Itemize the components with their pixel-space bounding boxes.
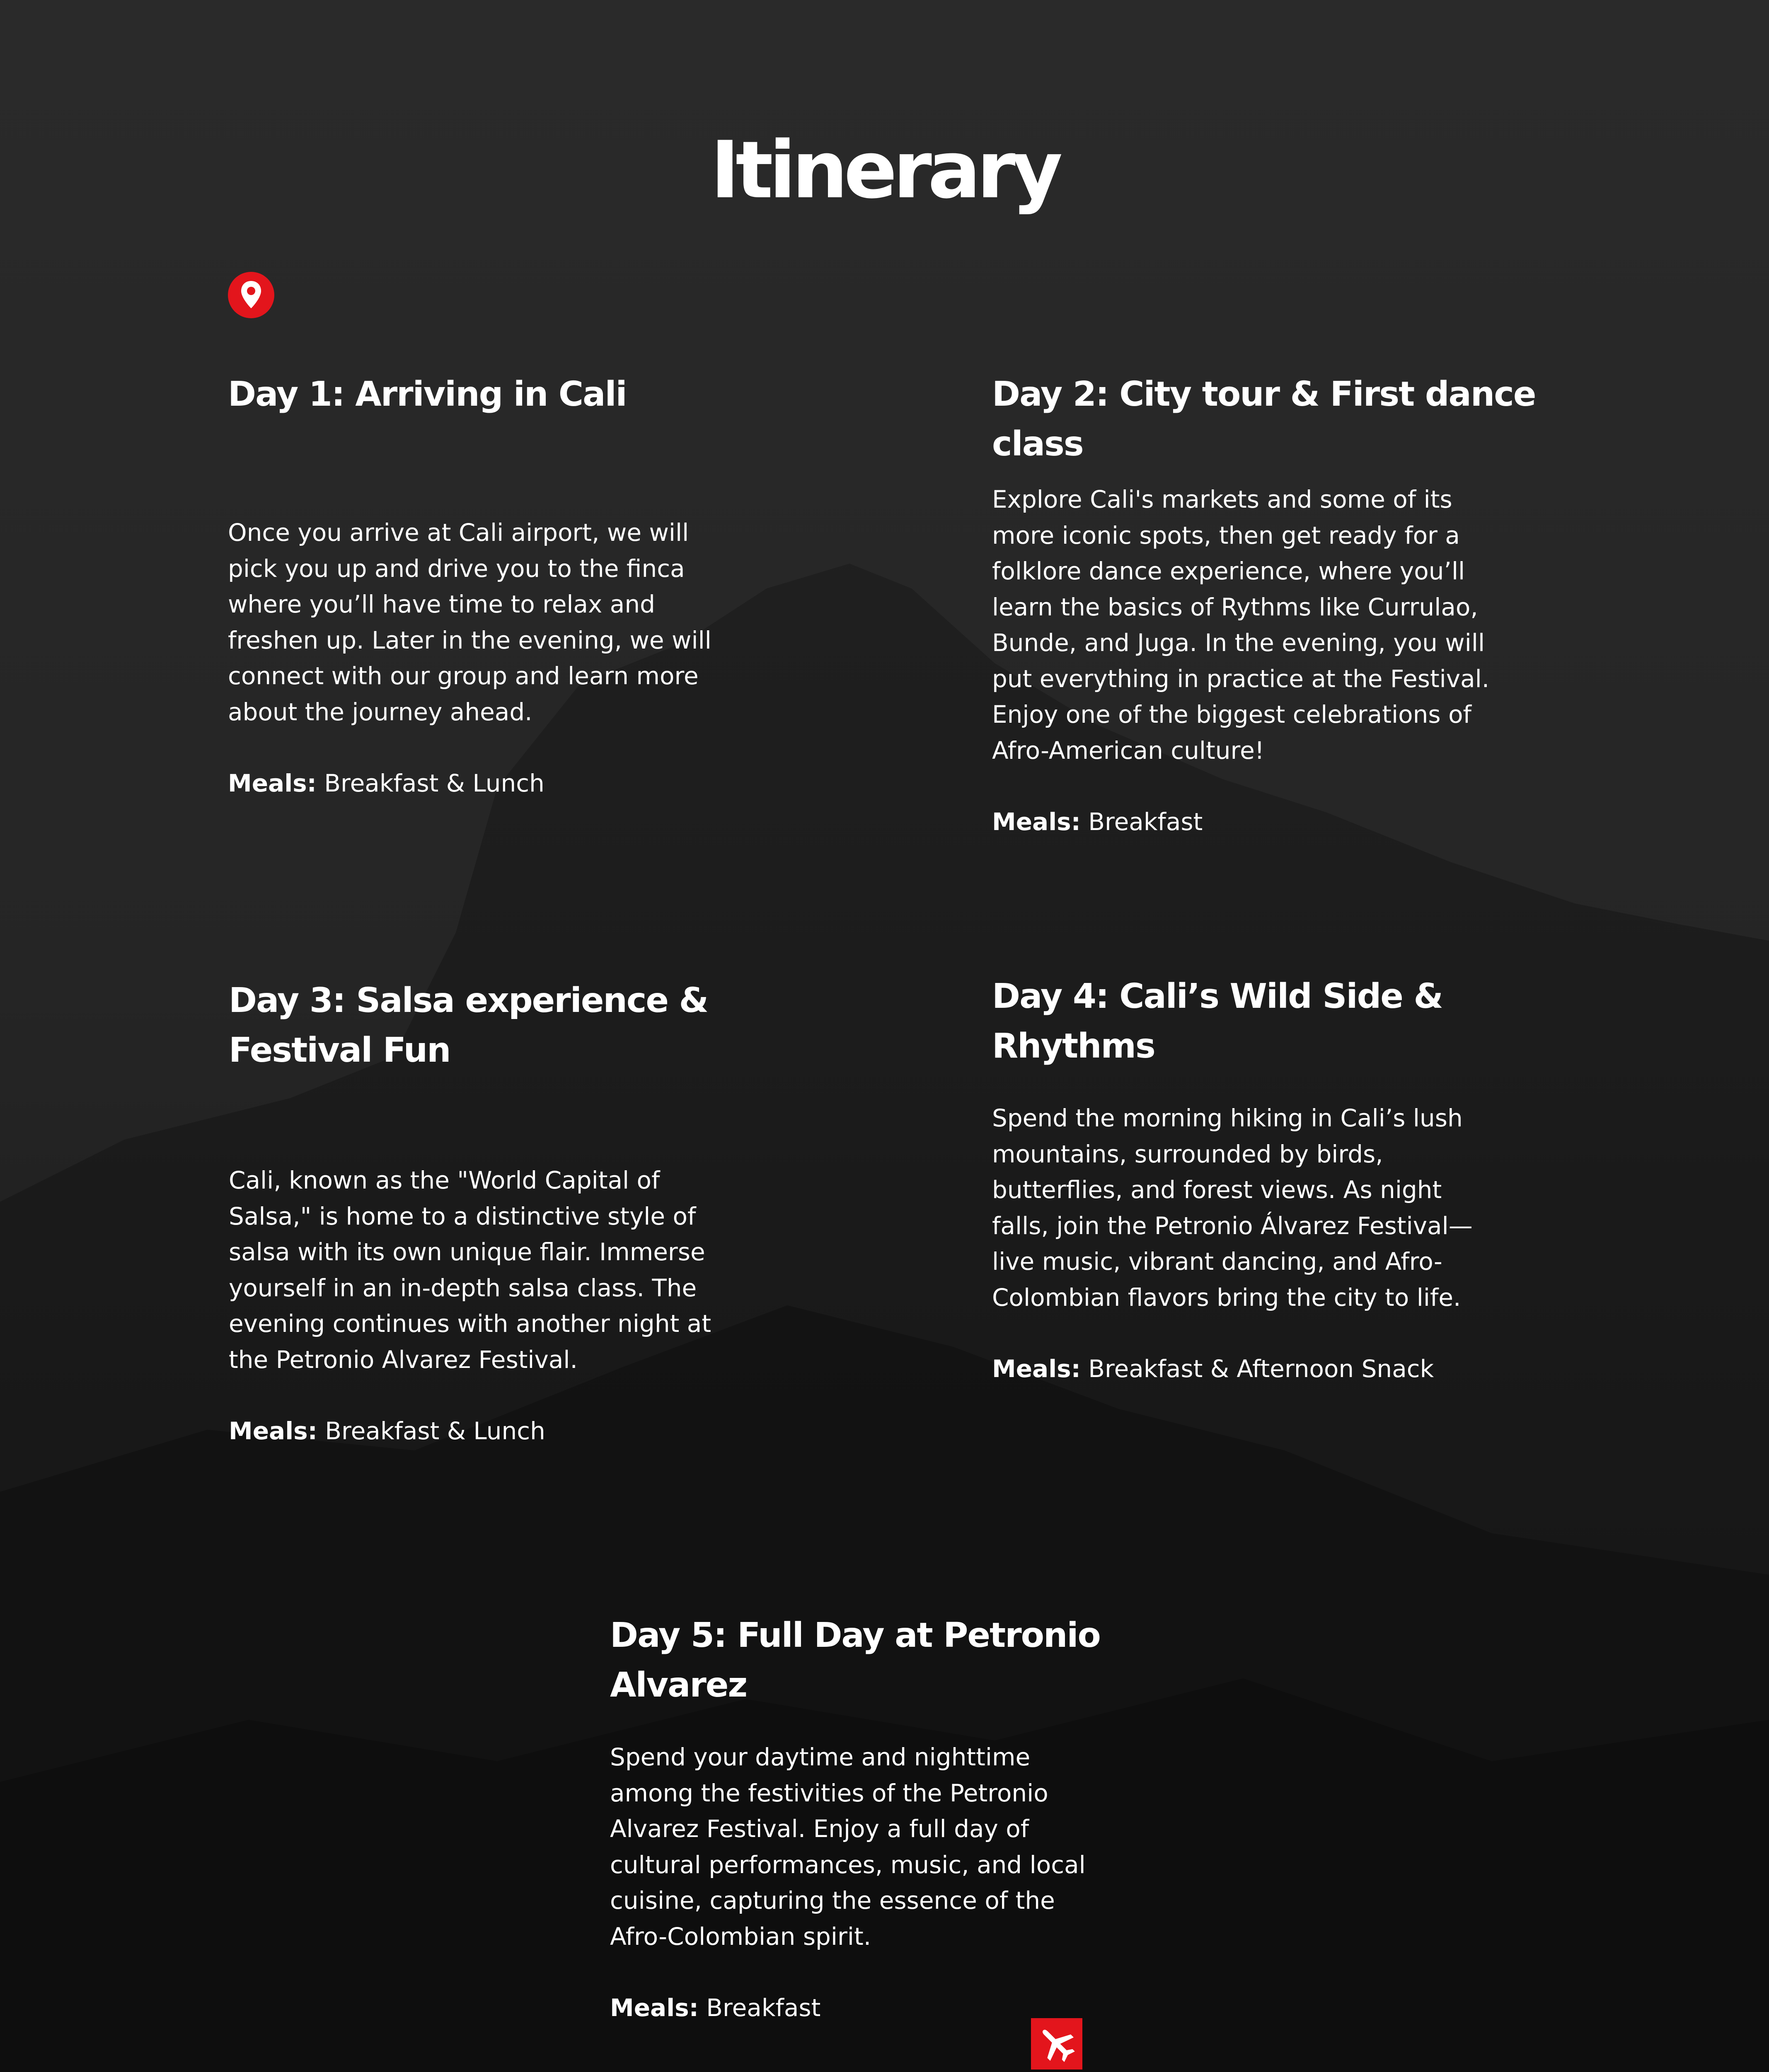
meals-value: Breakfast xyxy=(1088,808,1203,836)
day-1-card xyxy=(228,370,767,801)
day-1-title: Day 1: Arriving in Cali xyxy=(228,375,627,414)
meals-label: Meals: xyxy=(610,1994,699,2022)
day-4-card xyxy=(992,972,1572,1387)
day-4-title: Day 4: Cali’s Wild Side & Rhythms xyxy=(992,977,1442,1066)
day-4-description: Spend the morning hiking in Cali’s lush mountains, surrounded by birds, butterflies, and forest views. As night falls, join the Petronio Álvarez Festival— live music, vibrant dancing, and Afro- Colombian flavors bring the city to life. xyxy=(992,1104,1473,1312)
airplane-icon xyxy=(1031,2018,1082,2070)
day-2-card xyxy=(992,370,1572,840)
day-5-description: Spend your daytime and nighttime among the festivities of the Petronio Alvarez Festival. Enjoy a full day of cultural performances, music, and local cuisine, capturing the essence of the Afro-Colombian spirit. xyxy=(610,1743,1086,1951)
day-4-meals xyxy=(992,1351,1572,1387)
meals-label: Meals: xyxy=(229,1417,317,1445)
meals-value: Breakfast & Afternoon Snack xyxy=(1088,1355,1434,1383)
meals-value: Breakfast & Lunch xyxy=(324,769,544,797)
day-1-meals xyxy=(228,765,767,801)
meals-label: Meals: xyxy=(992,1355,1081,1383)
day-2-description: Explore Cali's markets and some of its more iconic spots, then get ready for a folklore dance experience, where you’ll learn the basics of Rythms like Currulao, Bunde, and Juga. In the evening, you will put everything in practice at the Festival. Enjoy one of the biggest celebrations of Afro-American culture! xyxy=(992,485,1490,765)
day-5-meals xyxy=(610,1990,1169,2026)
page-title: Itinerary xyxy=(710,124,1059,216)
day-3-description: Cali, known as the "World Capital of Salsa," is home to a distinctive style of salsa with its own unique flair. Immerse yourself in an in-depth salsa class. The evening continues with another night at the Petronio Alvarez Festival. xyxy=(229,1166,711,1374)
day-2-title: Day 2: City tour & First dance class xyxy=(992,375,1536,464)
day-3-title: Day 3: Salsa experience & Festival Fun xyxy=(229,981,708,1070)
map-pin-icon xyxy=(228,272,274,318)
day-5-title: Day 5: Full Day at Petronio Alvarez xyxy=(610,1616,1100,1705)
day-5-card xyxy=(610,1611,1169,2026)
meals-label: Meals: xyxy=(228,769,317,797)
meals-label: Meals: xyxy=(992,808,1081,836)
day-2-meals xyxy=(992,804,1572,840)
day-1-description: Once you arrive at Cali airport, we will pick you up and drive you to the finca where you’ll have time to relax and freshen up. Later in the evening, we will connect with our group and learn more about the journey ahead. xyxy=(228,518,711,726)
day-3-meals xyxy=(229,1413,788,1449)
meals-value: Breakfast xyxy=(706,1994,821,2022)
meals-value: Breakfast & Lunch xyxy=(325,1417,545,1445)
day-3-card xyxy=(229,976,788,1449)
